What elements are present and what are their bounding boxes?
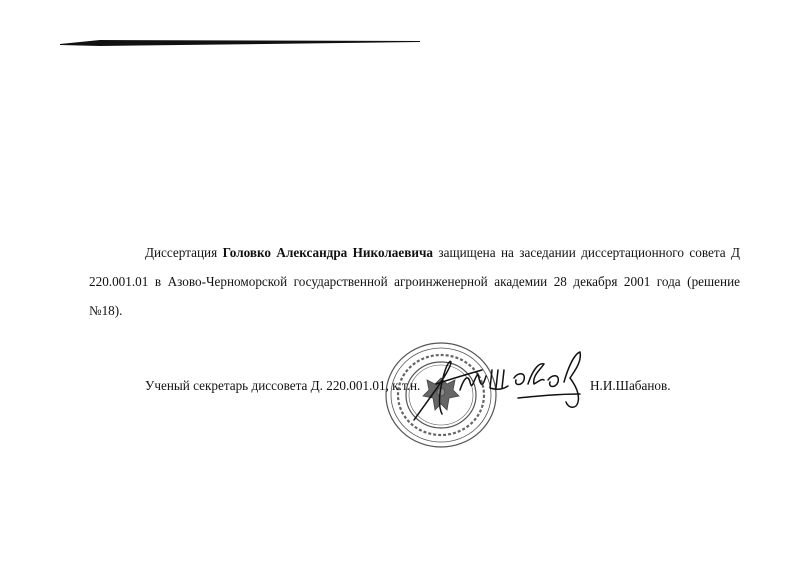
paragraph-text: защищена на заседании диссертационного совета Д 220.001.01 в Азово-Черноморской государственной агроинженерной академии 28 декабря 2001 года (решение №18). <box>89 245 741 318</box>
handwritten-signature <box>408 348 598 428</box>
author-name: Головко Александра Николаевича <box>222 245 433 260</box>
signer-role: Ученый секретарь диссовета Д. 220.001.01, к.т.н. <box>145 378 421 393</box>
signer-name: Н.И.Шабанов. <box>590 378 671 393</box>
intro-word: Диссертация <box>145 245 218 260</box>
main-paragraph <box>89 238 740 325</box>
scan-edge-bar <box>60 40 420 46</box>
